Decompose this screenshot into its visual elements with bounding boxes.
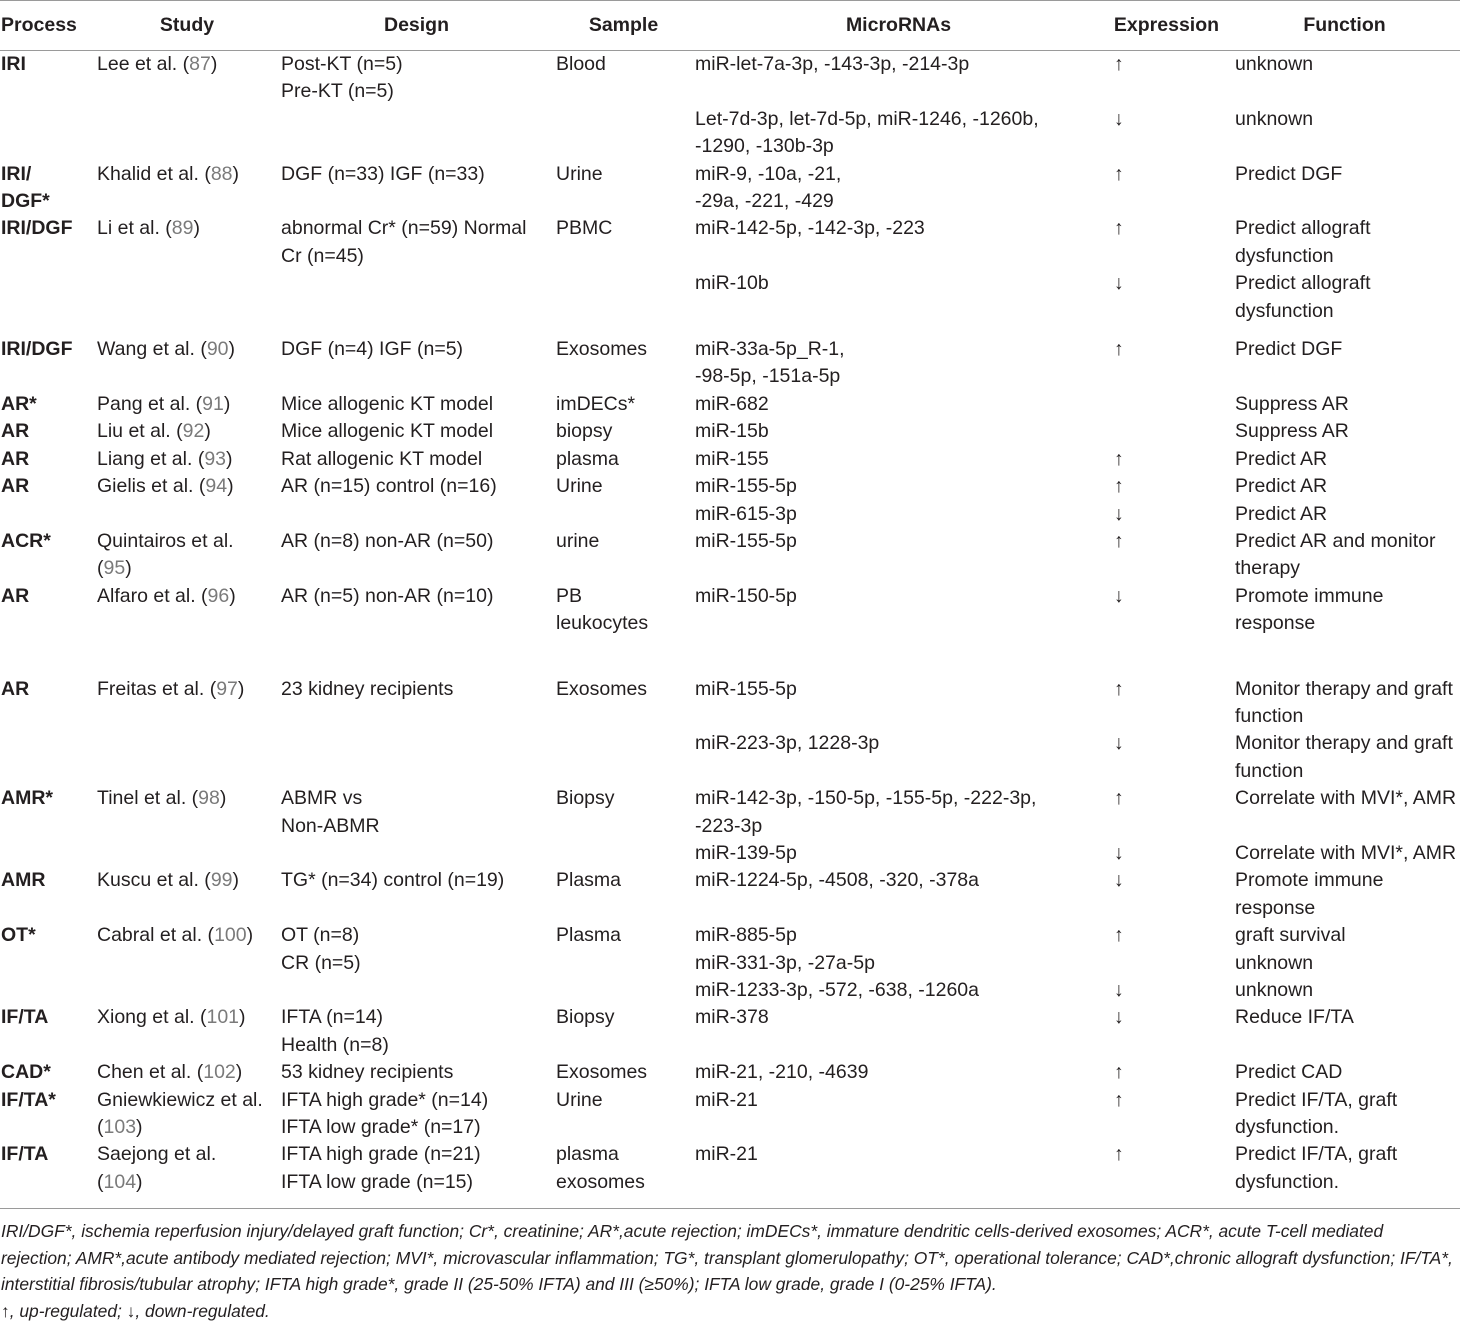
cell-function: Predict IF/TA, graft dysfunction. xyxy=(1235,1088,1398,1139)
cell-process: AR xyxy=(1,420,30,443)
cell-micrornas: miR-223-3p, 1228-3p xyxy=(695,732,880,755)
cell-function: unknown xyxy=(1235,107,1314,130)
cell-design: abnormal Cr* (n=59) Normal Cr (n=45) xyxy=(281,217,527,267)
cell-study: Kuscu et al. (99) xyxy=(97,869,240,892)
cell-expression xyxy=(1104,391,1229,418)
cell-function: Correlate with MVI*, AMR xyxy=(1235,841,1457,864)
cell-design: AR (n=15) control (n=16) xyxy=(281,475,497,498)
cell-sample xyxy=(554,106,693,161)
reference-link[interactable]: 93 xyxy=(204,447,227,470)
cell-function: Reduce IF/TA xyxy=(1235,1006,1354,1029)
cell-micrornas: miR-139-5p xyxy=(695,841,797,864)
cell-function: Predict allograft dysfunction xyxy=(1235,217,1371,267)
cell-study xyxy=(95,270,279,325)
cell-study: Tinel et al. (98) xyxy=(97,787,227,810)
cell-expression: ↑ xyxy=(1114,475,1124,498)
cell-process xyxy=(0,730,95,785)
reference-link[interactable]: 94 xyxy=(205,475,228,498)
cell-design xyxy=(279,270,554,325)
cell-process: IRI/ DGF* xyxy=(1,162,50,213)
cell-sample: plasma exosomes xyxy=(556,1143,645,1193)
footnote-abbreviations: IRI/DGF*, ischemia reperfusion injury/delayed graft function; Cr*, creatinine; AR*,acute rejection; imDECs*, immature dendritic cells-derived exosomes; ACR*, acute T-cell mediated rejection; AMR*,acute antibody mediated rejection; MVI*, microvascular inflammation; TG*, transplant glomerulopathy; OT*, operational tolerance; CAD*,chronic allograft dysfunction; IF/TA*, interstitial fibrosis/tubular atrophy; IFTA high grade*, grade II (25-50% IFTA) and III (≥50%); IFTA low grade, grade I (0-25% IFTA). xyxy=(1,1221,1453,1295)
cell-micrornas: miR-155-5p xyxy=(695,475,797,498)
cell-design xyxy=(279,501,554,528)
cell-study: Quintairos et al. (95) xyxy=(97,529,234,580)
cell-design xyxy=(279,730,554,785)
cell-micrornas: miR-155 xyxy=(695,447,769,470)
reference-link[interactable]: 101 xyxy=(206,1006,240,1029)
table-row xyxy=(0,215,1460,270)
cell-process: IF/TA* xyxy=(1,1088,56,1111)
cell-micrornas: miR-142-3p, -150-5p, -155-5p, -222-3p, -223-3p xyxy=(695,787,1037,837)
cell-process: IRI xyxy=(1,53,26,75)
reference-link[interactable]: 87 xyxy=(189,53,211,75)
cell-micrornas: miR-682 xyxy=(695,392,769,415)
reference-link[interactable]: 98 xyxy=(198,787,220,810)
table-row xyxy=(0,51,1460,106)
cell-study xyxy=(95,840,279,867)
cell-function: Suppress AR xyxy=(1235,392,1349,415)
cell-study: Liu et al. (92) xyxy=(97,420,211,443)
cell-sample: Plasma xyxy=(556,924,622,947)
cell-micrornas: miR-150-5p xyxy=(695,584,797,607)
cell-sample: plasma xyxy=(556,447,619,470)
cell-expression: ↓ xyxy=(1114,1006,1124,1029)
cell-sample: Exosomes xyxy=(556,1061,648,1084)
cell-sample xyxy=(554,270,693,325)
cell-process: AR xyxy=(1,584,30,607)
table-row xyxy=(0,501,1460,528)
cell-micrornas: miR-21 xyxy=(695,1088,758,1111)
cell-study xyxy=(95,730,279,785)
cell-function: Promote immune response xyxy=(1235,584,1384,635)
header-study: Study xyxy=(159,14,215,36)
footnote-arrows: ↑, up-regulated; ↓, down-regulated. xyxy=(1,1300,270,1321)
cell-function: Predict AR and monitor therapy xyxy=(1235,529,1436,580)
cell-expression: ↑ xyxy=(1114,924,1124,947)
cell-study: Freitas et al. (97) xyxy=(97,677,245,700)
cell-design: IFTA high grade (n=21) IFTA low grade (n=15) xyxy=(281,1143,481,1193)
cell-design: IFTA (n=14) Health (n=8) xyxy=(281,1006,389,1056)
cell-function: Predict allograft dysfunction xyxy=(1235,272,1371,322)
cell-study: Khalid et al. (88) xyxy=(97,162,240,185)
reference-link[interactable]: 100 xyxy=(214,924,247,947)
cell-expression: ↓ xyxy=(1114,272,1124,295)
cell-process: IRI/DGF xyxy=(1,338,73,361)
cell-expression: ↑ xyxy=(1114,1088,1124,1111)
cell-micrornas: miR-10b xyxy=(695,272,769,295)
cell-process: AMR* xyxy=(1,787,53,810)
cell-process: AR xyxy=(1,677,30,700)
reference-link[interactable]: 88 xyxy=(210,162,233,185)
reference-link[interactable]: 91 xyxy=(202,392,224,415)
table-row xyxy=(0,583,1460,665)
cell-sample: Biopsy xyxy=(556,1006,615,1029)
cell-study: Wang et al. (90) xyxy=(97,338,236,361)
cell-expression: ↓ xyxy=(1114,979,1124,1001)
cell-sample: PBMC xyxy=(556,217,613,240)
cell-expression: ↑ xyxy=(1114,677,1124,700)
cell-design: DGF (n=33) IGF (n=33) xyxy=(281,162,485,185)
cell-micrornas: miR-33a-5p_R-1, -98-5p, -151a-5p xyxy=(695,338,845,388)
cell-micrornas: miR-885-5p miR-331-3p, -27a-5p xyxy=(695,924,875,974)
cell-process: AR xyxy=(1,475,30,498)
header-process: Process xyxy=(1,14,77,36)
reference-link[interactable]: 92 xyxy=(182,420,205,443)
cell-design: ABMR vs Non-ABMR xyxy=(281,787,380,837)
reference-link[interactable]: 102 xyxy=(203,1061,236,1084)
cell-micrornas: miR-21 xyxy=(695,1143,758,1166)
cell-sample: Blood xyxy=(556,53,606,75)
cell-micrornas: miR-let-7a-3p, -143-3p, -214-3p xyxy=(695,53,970,75)
table-row xyxy=(0,867,1460,922)
cell-study: Chen et al. (102) xyxy=(97,1061,243,1084)
cell-design: 23 kidney recipients xyxy=(281,677,454,700)
table-row xyxy=(0,1004,1460,1059)
table-row xyxy=(0,418,1460,445)
cell-process xyxy=(0,270,95,325)
cell-expression: ↑ xyxy=(1114,529,1124,552)
table-row xyxy=(0,161,1460,216)
reference-link[interactable]: 103 xyxy=(103,1116,137,1139)
cell-study: Gniewkiewicz et al. (103) xyxy=(97,1088,263,1139)
cell-micrornas: miR-15b xyxy=(695,420,769,443)
table-row xyxy=(0,270,1460,325)
cell-expression: ↑ xyxy=(1114,217,1124,240)
cell-micrornas: miR-615-3p xyxy=(695,502,797,525)
cell-process xyxy=(0,501,95,528)
cell-process xyxy=(0,977,95,1004)
cell-sample: Biopsy xyxy=(556,787,615,810)
cell-design: Mice allogenic KT model xyxy=(281,392,494,415)
reference-link[interactable]: 89 xyxy=(171,217,194,240)
cell-design: Rat allogenic KT model xyxy=(281,447,483,470)
cell-design: AR (n=8) non-AR (n=50) xyxy=(281,529,494,552)
cell-study: Saejong et al. (104) xyxy=(97,1143,217,1193)
reference-link[interactable]: 90 xyxy=(206,338,229,361)
table-body xyxy=(0,51,1460,1209)
cell-function: Predict AR xyxy=(1235,502,1328,525)
cell-process: AR xyxy=(1,447,30,470)
cell-study: Gielis et al. (94) xyxy=(97,475,234,498)
cell-expression: ↓ xyxy=(1114,107,1124,130)
cell-study: Lee et al. (87) xyxy=(97,53,218,75)
table-header-row xyxy=(0,1,1460,51)
cell-study: Alfaro et al. (96) xyxy=(97,584,236,607)
cell-sample: biopsy xyxy=(556,420,613,443)
cell-sample: Urine xyxy=(556,1088,603,1111)
cell-design: 53 kidney recipients xyxy=(281,1061,454,1084)
cell-function: Promote immune response xyxy=(1235,869,1384,919)
cell-study: Li et al. (89) xyxy=(97,217,200,240)
cell-sample xyxy=(554,840,693,867)
table-row xyxy=(0,977,1460,1004)
header-expression: Expression xyxy=(1113,14,1220,36)
cell-function: Predict DGF xyxy=(1235,162,1343,185)
table-row xyxy=(0,840,1460,867)
cell-design: AR (n=5) non-AR (n=10) xyxy=(281,584,494,607)
cell-process: CAD* xyxy=(1,1061,51,1084)
cell-sample: Exosomes xyxy=(556,338,648,361)
reference-link[interactable]: 97 xyxy=(216,677,238,700)
cell-study xyxy=(95,501,279,528)
cell-function: Predict AR xyxy=(1235,447,1328,470)
cell-process: IF/TA xyxy=(1,1006,49,1029)
cell-micrornas: miR-1224-5p, -4508, -320, -378a xyxy=(695,869,979,892)
header-micrornas: MicroRNAs xyxy=(845,14,952,36)
cell-micrornas: miR-155-5p xyxy=(695,677,797,700)
cell-function: Correlate with MVI*, AMR xyxy=(1235,787,1457,810)
table-row xyxy=(0,325,1460,391)
cell-function: unknown xyxy=(1235,53,1314,75)
cell-function: Monitor therapy and graft function xyxy=(1235,732,1453,782)
header-sample: Sample xyxy=(588,14,659,36)
cell-study: Pang et al. (91) xyxy=(97,392,231,415)
cell-sample: Urine xyxy=(556,162,603,185)
reference-link[interactable]: 104 xyxy=(103,1170,137,1193)
cell-process: IRI/DGF xyxy=(1,217,73,240)
cell-function: Predict CAD xyxy=(1235,1061,1343,1084)
cell-process: ACR* xyxy=(1,529,51,552)
cell-study: Liang et al. (93) xyxy=(97,447,233,470)
cell-design xyxy=(279,977,554,1004)
header-design: Design xyxy=(383,14,449,36)
cell-function: Suppress AR xyxy=(1235,420,1349,443)
cell-expression: ↓ xyxy=(1114,732,1124,755)
cell-expression: ↓ xyxy=(1114,584,1124,607)
cell-function: Predict IF/TA, graft dysfunction. xyxy=(1235,1143,1398,1193)
cell-expression: ↓ xyxy=(1114,502,1124,525)
cell-expression: ↓ xyxy=(1114,841,1124,864)
reference-link[interactable]: 95 xyxy=(103,557,126,580)
cell-design: IFTA high grade* (n=14) IFTA low grade* (n=17) xyxy=(281,1088,489,1139)
cell-expression xyxy=(1104,418,1229,445)
table-row xyxy=(0,446,1460,473)
cell-micrornas: Let-7d-3p, let-7d-5p, miR-1246, -1260b, -1290, -130b-3p xyxy=(695,107,1039,158)
cell-sample xyxy=(554,501,693,528)
reference-link[interactable]: 96 xyxy=(207,584,230,607)
table-row xyxy=(0,473,1460,500)
cell-sample: Exosomes xyxy=(556,677,648,700)
table-row xyxy=(0,1087,1460,1142)
cell-function: Predict DGF xyxy=(1235,338,1343,361)
table-row xyxy=(0,1141,1460,1208)
cell-sample: Urine xyxy=(556,475,603,498)
cell-expression: ↓ xyxy=(1114,869,1124,892)
table-row xyxy=(0,922,1460,977)
cell-design: OT (n=8) CR (n=5) xyxy=(281,924,361,974)
cell-design: DGF (n=4) IGF (n=5) xyxy=(281,338,464,361)
cell-process: IF/TA xyxy=(1,1143,49,1166)
reference-link[interactable]: 99 xyxy=(210,869,233,892)
table-row xyxy=(0,665,1460,731)
cell-study: Xiong et al. (101) xyxy=(97,1006,246,1029)
cell-study: Cabral et al. (100) xyxy=(97,924,254,947)
cell-study xyxy=(95,977,279,1004)
cell-process xyxy=(0,840,95,867)
cell-expression: ↑ xyxy=(1114,447,1124,470)
cell-sample xyxy=(554,730,693,785)
cell-process xyxy=(0,106,95,161)
cell-sample: Plasma xyxy=(556,869,622,892)
cell-sample: PB leukocytes xyxy=(556,584,649,635)
cell-sample: urine xyxy=(556,529,600,552)
cell-design: Post-KT (n=5) Pre-KT (n=5) xyxy=(281,53,403,103)
cell-expression: ↑ xyxy=(1114,162,1124,185)
cell-micrornas: miR-9, -10a, -21, -29a, -221, -429 xyxy=(695,162,842,213)
table-row xyxy=(0,1059,1460,1086)
cell-process: AMR xyxy=(1,869,46,892)
cell-micrornas: miR-378 xyxy=(695,1006,769,1029)
cell-expression: ↑ xyxy=(1114,338,1124,361)
cell-design: TG* (n=34) control (n=19) xyxy=(281,869,505,892)
cell-function: graft survival unknown xyxy=(1235,924,1346,974)
cell-expression: ↑ xyxy=(1114,1143,1124,1166)
cell-function: Monitor therapy and graft function xyxy=(1235,677,1453,727)
cell-design xyxy=(279,106,554,161)
cell-expression: ↑ xyxy=(1114,1061,1124,1084)
cell-process: OT* xyxy=(1,924,36,947)
cell-expression: ↑ xyxy=(1114,787,1124,810)
cell-sample xyxy=(554,977,693,1004)
table-row xyxy=(0,528,1460,583)
cell-micrornas: miR-1233-3p, -572, -638, -1260a xyxy=(695,979,979,1001)
header-function: Function xyxy=(1303,14,1386,36)
cell-sample: imDECs* xyxy=(556,392,636,415)
cell-design: Mice allogenic KT model xyxy=(281,420,494,443)
table-row xyxy=(0,785,1460,840)
cell-process: AR* xyxy=(1,392,37,415)
cell-micrornas: miR-142-5p, -142-3p, -223 xyxy=(695,217,925,240)
cell-micrornas: miR-21, -210, -4639 xyxy=(695,1061,869,1084)
table-row xyxy=(0,391,1460,418)
cell-function: unknown xyxy=(1235,979,1314,1001)
cell-expression: ↑ xyxy=(1114,53,1124,75)
table-row xyxy=(0,730,1460,785)
cell-design xyxy=(279,840,554,867)
cell-micrornas: miR-155-5p xyxy=(695,529,797,552)
table-row xyxy=(0,106,1460,161)
cell-function: Predict AR xyxy=(1235,475,1328,498)
cell-study xyxy=(95,106,279,161)
